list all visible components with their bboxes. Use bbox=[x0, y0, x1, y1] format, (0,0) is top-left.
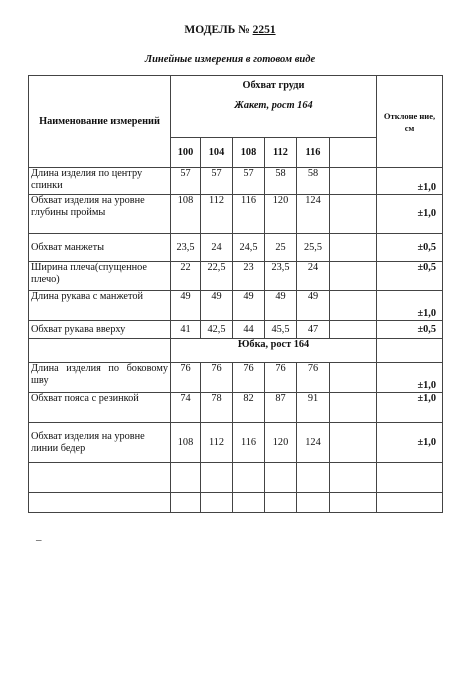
empty-cell bbox=[201, 463, 233, 493]
measurement-value: 82 bbox=[233, 393, 265, 423]
size-header: 108 bbox=[233, 138, 265, 168]
measurement-value: 42,5 bbox=[201, 321, 233, 339]
measurement-value: 76 bbox=[297, 363, 330, 393]
empty-cell bbox=[330, 463, 377, 493]
measurement-value: 124 bbox=[297, 195, 330, 234]
measurement-value: 91 bbox=[297, 393, 330, 423]
model-title-prefix: МОДЕЛЬ № bbox=[184, 24, 250, 36]
measurement-value: 23,5 bbox=[265, 262, 297, 291]
table-row bbox=[29, 262, 443, 291]
measurement-value: 49 bbox=[297, 291, 330, 321]
empty-cell bbox=[330, 321, 377, 339]
measurement-label: Длина изделия по центру спинки bbox=[29, 168, 171, 195]
header-chest-group bbox=[171, 76, 377, 138]
measurement-value: 49 bbox=[171, 291, 201, 321]
empty-cell bbox=[377, 463, 443, 493]
empty-cell bbox=[265, 493, 297, 513]
header-chest-title: Обхват груди bbox=[242, 80, 305, 91]
measurement-value: 49 bbox=[233, 291, 265, 321]
table-row bbox=[29, 195, 443, 234]
measurement-label: Обхват пояса с резинкой bbox=[29, 393, 171, 423]
measurement-value: 57 bbox=[171, 168, 201, 195]
empty-cell bbox=[330, 262, 377, 291]
measurement-value: 120 bbox=[265, 195, 297, 234]
empty-cell bbox=[233, 493, 265, 513]
measurement-value: 87 bbox=[265, 393, 297, 423]
measurement-label: Обхват изделия на уровне глубины проймы bbox=[29, 195, 171, 234]
table-row-empty bbox=[29, 463, 443, 493]
table-row bbox=[29, 168, 443, 195]
measurement-value: 76 bbox=[265, 363, 297, 393]
table-row bbox=[29, 363, 443, 393]
measurement-value: 76 bbox=[233, 363, 265, 393]
tolerance-value: ±1,0 bbox=[377, 363, 443, 393]
empty-cell bbox=[330, 393, 377, 423]
measurement-value: 116 bbox=[233, 423, 265, 463]
measurement-value: 47 bbox=[297, 321, 330, 339]
measurement-value: 45,5 bbox=[265, 321, 297, 339]
measurement-value: 108 bbox=[171, 423, 201, 463]
empty-cell bbox=[29, 339, 171, 363]
tolerance-value: ±1,0 bbox=[377, 393, 443, 423]
measurement-value: 25,5 bbox=[297, 234, 330, 262]
measurement-label: Длина рукава с манжетой bbox=[29, 291, 171, 321]
measurement-value: 76 bbox=[171, 363, 201, 393]
measurement-value: 23,5 bbox=[171, 234, 201, 262]
measurement-label: Обхват изделия на уровне линии бедер bbox=[29, 423, 171, 463]
measurement-value: 58 bbox=[265, 168, 297, 195]
footer-dash: – bbox=[36, 534, 42, 546]
measurement-value: 78 bbox=[201, 393, 233, 423]
tolerance-value: ±0,5 bbox=[377, 321, 443, 339]
empty-cell bbox=[330, 493, 377, 513]
measurement-value: 49 bbox=[265, 291, 297, 321]
measurement-value: 24,5 bbox=[233, 234, 265, 262]
measurement-value: 112 bbox=[201, 195, 233, 234]
measurement-value: 24 bbox=[201, 234, 233, 262]
measurement-value: 22 bbox=[171, 262, 201, 291]
empty-cell bbox=[265, 463, 297, 493]
empty-cell bbox=[330, 423, 377, 463]
table-row bbox=[29, 234, 443, 262]
model-title bbox=[0, 24, 460, 36]
empty-cell bbox=[233, 463, 265, 493]
measurement-value: 74 bbox=[171, 393, 201, 423]
measurement-value: 23 bbox=[233, 262, 265, 291]
empty-header-cell bbox=[330, 138, 377, 168]
tolerance-value: ±1,0 bbox=[377, 195, 443, 234]
skirt-section-row bbox=[29, 339, 443, 363]
header-measurement-name: Наименование измерений bbox=[29, 76, 171, 168]
size-header: 100 bbox=[171, 138, 201, 168]
empty-cell bbox=[29, 463, 171, 493]
table-row bbox=[29, 321, 443, 339]
measurement-value: 24 bbox=[297, 262, 330, 291]
empty-cell bbox=[330, 168, 377, 195]
empty-cell bbox=[171, 463, 201, 493]
measurement-value: 124 bbox=[297, 423, 330, 463]
measurement-value: 44 bbox=[233, 321, 265, 339]
document-subtitle: Линейные измерения в готовом виде bbox=[144, 54, 316, 65]
tolerance-value: ±1,0 bbox=[377, 291, 443, 321]
empty-cell bbox=[330, 234, 377, 262]
table-row-empty bbox=[29, 493, 443, 513]
skirt-section-title: Юбка, рост 164 bbox=[171, 339, 377, 363]
header-tolerance: Отклоне ние, см bbox=[377, 76, 443, 168]
measurement-value: 41 bbox=[171, 321, 201, 339]
measurement-value: 25 bbox=[265, 234, 297, 262]
header-jacket-height: Жакет, рост 164 bbox=[234, 100, 313, 111]
measurement-value: 76 bbox=[201, 363, 233, 393]
empty-cell bbox=[377, 493, 443, 513]
measurement-label: Ширина плеча(спущенное плечо) bbox=[29, 262, 171, 291]
table-row bbox=[29, 393, 443, 423]
measurement-value: 108 bbox=[171, 195, 201, 234]
tolerance-value: ±1,0 bbox=[377, 168, 443, 195]
model-number: 2251 bbox=[252, 24, 276, 36]
size-header: 112 bbox=[265, 138, 297, 168]
tolerance-value: ±1,0 bbox=[377, 423, 443, 463]
empty-cell bbox=[297, 493, 330, 513]
empty-cell bbox=[330, 291, 377, 321]
measurement-value: 49 bbox=[201, 291, 233, 321]
table-row bbox=[29, 291, 443, 321]
measurements-table bbox=[28, 75, 443, 513]
measurement-value: 57 bbox=[201, 168, 233, 195]
measurement-value: 58 bbox=[297, 168, 330, 195]
empty-cell bbox=[330, 363, 377, 393]
measurement-value: 120 bbox=[265, 423, 297, 463]
table-row bbox=[29, 423, 443, 463]
measurement-label: Обхват манжеты bbox=[29, 234, 171, 262]
size-header: 104 bbox=[201, 138, 233, 168]
empty-cell bbox=[201, 493, 233, 513]
measurement-value: 116 bbox=[233, 195, 265, 234]
size-header: 116 bbox=[297, 138, 330, 168]
measurement-value: 22,5 bbox=[201, 262, 233, 291]
tolerance-value: ±0,5 bbox=[377, 234, 443, 262]
empty-cell bbox=[29, 493, 171, 513]
tolerance-value: ±0,5 bbox=[377, 262, 443, 291]
measurement-label: Длина изделия по боковому шву bbox=[29, 363, 171, 393]
measurement-value: 57 bbox=[233, 168, 265, 195]
measurement-label: Обхват рукава вверху bbox=[29, 321, 171, 339]
empty-cell bbox=[297, 463, 330, 493]
empty-cell bbox=[377, 339, 443, 363]
measurement-value: 112 bbox=[201, 423, 233, 463]
empty-cell bbox=[171, 493, 201, 513]
empty-cell bbox=[330, 195, 377, 234]
